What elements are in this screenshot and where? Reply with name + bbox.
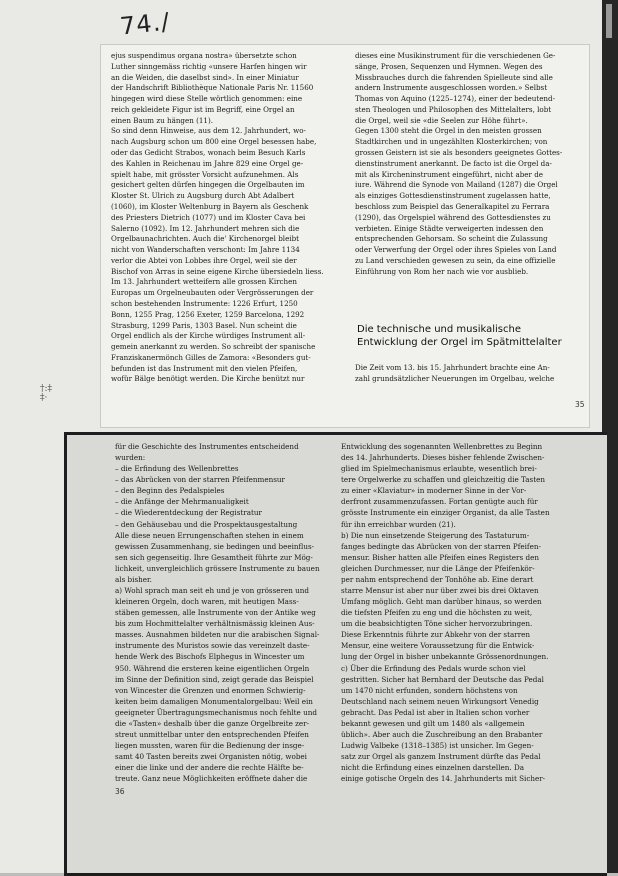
text-line: iure. Während die Synode von Mailand (1287) die Orgel [355, 180, 558, 190]
text-line: hingegen wird diese Stelle wörtlich genommen: eine [111, 94, 303, 104]
text-line: lichkeit, unvergleichlich grössere Instrumente zu bauen [115, 563, 320, 573]
text-line: Mensur, eine weitere Voraussetzung für die Entwick- [341, 641, 535, 651]
text-line: Ludwig Valbeke (1318–1385) ist unsicher. Im Gegen- [341, 741, 534, 751]
text-line: So sind denn Hinweise, aus dem 12. Jahrhundert, wo- [111, 126, 306, 136]
text-line: zahl grundsätzlicher Neuerungen im Orgelbau, welche [355, 373, 555, 383]
text-line: die Orgel, weil sie «die Seelen zur Höhe führt». [355, 115, 528, 125]
text-line: üblich». Aber auch die Zuschreibung an den Brabanter [341, 730, 543, 740]
text-line: samt 40 Tasten bereits zwei Organisten nötig, wobei [115, 752, 307, 762]
text-line: Strasburg, 1299 Paris, 1303 Basel. Nun scheint die [111, 320, 297, 330]
text-line: per nahm entsprechend der Tonhöhe ab. Eine derart [341, 574, 534, 584]
text-line: – den Beginn des Pedalspieles [115, 486, 225, 496]
text-line: Umfang möglich. Geht man darüber hinaus, so werden [341, 597, 542, 607]
text-line: glied im Spielmechanismus erlaubte, wesentlich brei- [341, 464, 537, 474]
text-line: Franziskanermönch Gilles de Zamora: «Besonders gut- [111, 352, 311, 362]
text-line: Entwicklung des sogenannten Wellenbrettes zu Beginn [341, 442, 543, 451]
text-line: gestritten. Sicher hat Bernhard der Deutsche das Pedal [341, 674, 544, 684]
text-line: streut unmittelbar unter den entsprechenden Pfeifen [115, 730, 309, 740]
page-36-left-column [115, 441, 329, 784]
text-line: Deutschland nach seinem neuen Wirkungsort Venedig [341, 696, 539, 706]
text-line: bekannt gewesen und gilt um 1480 als «allgemein [341, 718, 525, 728]
text-line: wofür Bälge benötigt werden. Die Kirche benützt nur [111, 374, 305, 384]
text-line: 950. Während die ersteren keine eigentlichen Orgeln [115, 663, 310, 673]
text-line: verbieten. Einige Städte verweigerten indessen den [355, 223, 544, 233]
text-line: einen Baum zu hängen (11). [111, 115, 214, 125]
text-line: oder Verwerfung der Orgel oder ihres Spieles von Land [355, 245, 557, 255]
text-line: dienstinstrument anerkannt. De facto ist die Orgel da- [355, 158, 552, 168]
text-line: Die Zeit vom 13. bis 15. Jahrhundert brachte eine An- [355, 363, 550, 372]
text-line: als einziges Gottesdienstinstrument zugelassen hatte, [355, 191, 551, 201]
text-line: a) Wohl sprach man seit eh und je von grösseren und [115, 586, 310, 596]
text-line: zu Land verschieden gewesen zu sein, da eine offizielle [355, 255, 556, 265]
text-line: stäben gemessen, alle Instrumente von der Antike weg [115, 608, 316, 618]
text-line: ejus suspendimus organa nostra» übersetzte schon [111, 51, 297, 60]
text-line: – das Abrücken von der starren Pfeifenmensur [115, 475, 285, 485]
text-line: gesichert gelten dürfen hingegen die Orgelbauten im [111, 180, 305, 190]
text-line: Stadtkirchen und in ungezählten Klosterkirchen; von [355, 137, 548, 147]
text-line: befunden ist das Instrument mit den vielen Pfeifen, [111, 363, 298, 373]
text-line: – den Gehäusebau und die Prospektausgestaltung [115, 519, 298, 529]
page-35-left-column [111, 51, 339, 385]
text-line: spielt habe, mit grösster Vorsicht aufzunehmen. Als [111, 169, 299, 179]
text-line: sen sich gegenseitig. Ihre Gesamtheit führte zur Mög- [115, 552, 313, 562]
section-heading: Die technische und musikalische Entwicklung der Orgel im Spätmittelalter [357, 324, 562, 348]
text-line: Im 13. Jahrhundert wetteifern alle grossen Kirchen [111, 277, 297, 287]
text-line: zu einer «Klaviatur» in moderner Sinne in der Vor- [341, 486, 527, 496]
text-line: nach Augsburg schon um 800 eine Orgel besessen habe, [111, 137, 317, 147]
page-number: 35 [575, 400, 585, 409]
text-line: Einführung von Rom her nach wie vor ausblieb. [355, 266, 529, 276]
text-line: beschloss zum Beispiel das Generalkapitel zu Ferrara [355, 201, 550, 211]
text-line: derfront zusammenzufassen. Fortan genügte auch für [341, 497, 538, 507]
scanner-edge-mark [606, 4, 612, 38]
text-line: Bischof von Arras in seine eigene Kirche übersiedeln liess. [111, 266, 324, 276]
text-line: b) Die nun einsetzende Steigerung des Tastaturum- [341, 530, 530, 540]
page-35 [100, 44, 590, 428]
text-line: Gegen 1300 steht die Orgel in den meisten grossen [355, 126, 542, 136]
text-line: tere Orgelwerke zu schaffen und gleichzeitig die Tasten [341, 475, 546, 485]
text-line: (1290), das Orgelspiel während des Gottesdienstes zu [355, 212, 551, 222]
text-line: grösste Instrumente ein einziger Organist, da alle Tasten [341, 508, 550, 518]
text-line: Europas um Orgelneubauten oder Vergrösserungen der [111, 288, 314, 298]
text-line: Thomas von Aquino (1225–1274), einer der bedeutend- [355, 94, 555, 104]
text-line: keiten beim damaligen Monumentalorgelbau: Weil ein [115, 696, 313, 706]
text-line: verlor die Abtei von Lobbes ihre Orgel, weil sie der [111, 255, 297, 265]
text-line: gebracht. Das Pedal ist aber in Italien schon vorher [341, 707, 530, 717]
text-line: wurden: [115, 453, 146, 463]
text-line: an die Weiden, die daselbst sind». In einer Miniatur [111, 72, 299, 82]
text-line: nicht die Erfindung eines einzelnen darstellen. Da [341, 763, 525, 773]
text-line: einer die linke und der andere die rechte Hälfte be- [115, 763, 304, 773]
text-line: andern Instrumente ausgeschlossen worden.» Selbst [355, 83, 548, 93]
page-35-after-heading [355, 363, 581, 385]
text-line: im Sinne der Definition sind, zeigt gerade das Beispiel [115, 674, 314, 684]
text-line: Alle diese neuen Errungenschaften stehen in einem [115, 530, 304, 540]
text-line: von Wincester die Grenzen und enormen Schwierig- [115, 685, 306, 695]
text-line: fanges bedingte das Abrücken von der starren Pfeifen- [341, 541, 541, 551]
text-line: masses. Ausnahmen bildeten nur die arabischen Signal- [115, 630, 320, 640]
text-line: Salerno (1092). Im 12. Jahrhundert mehren sich die [111, 223, 300, 233]
text-line: Missbrauches durch die fahrenden Spielleute sind alle [355, 72, 553, 82]
text-line: um 1470 nicht erfunden, sondern höchstens von [341, 685, 518, 695]
text-line: sten Theologen und Philosophen des Mittelalters, lobt [355, 104, 552, 114]
text-line: mit als Kircheninstrument eingeführt, nicht aber de [355, 169, 544, 179]
text-line: für ihn erreichbar wurden (21). [341, 519, 456, 529]
text-line: sänge, Prosen, Sequenzen und Hymnen. Wegen des [355, 61, 543, 71]
text-line: die tiefsten Pfeifen zu eng und die höchsten zu weit, [341, 608, 533, 618]
text-line: starre Mensur ist aber nur über zwei bis drei Oktaven [341, 586, 539, 596]
text-line: – die Wiederentdeckung der Registratur [115, 508, 262, 518]
text-line: satz zur Orgel als ganzem Instrument dürfte das Pedal [341, 752, 541, 762]
text-line: (1060), im Kloster Weltenburg in Bayern als Geschenk [111, 201, 309, 211]
text-line: gewissen Zusammenhang, sie bedingen und beeinflus- [115, 541, 315, 551]
text-line: einige gotische Orgeln des 14. Jahrhunderts mit Sicher- [341, 774, 546, 784]
page-36 [64, 432, 607, 876]
margin-marks: †:‡ ‡· [40, 384, 53, 403]
text-line: treute. Ganz neue Möglichkeiten eröffnete daher die [115, 774, 308, 784]
text-line: Diese Erkenntnis führte zur Abkehr von der starren [341, 630, 531, 640]
text-line: schon bestehenden Instrumente: 1226 Erfurt, 1250 [111, 298, 298, 308]
text-line: – die Anfänge der Mehrmanualigkeit [115, 497, 249, 507]
text-line: oder das Gedicht Strabos, wonach beim Besuch Karls [111, 148, 306, 158]
text-line: des 14. Jahrhunderts. Dieses bisher fehlende Zwischen- [341, 453, 545, 463]
text-line: entsprechenden Gehorsam. So scheint die Zulassung [355, 234, 548, 244]
text-line: geeigneter Übertragungsmechanismus noch fehlte und [115, 707, 317, 717]
text-line: bis zum Hochmittelalter verhältnismässig kleinen Aus- [115, 619, 315, 629]
page-35-right-column [355, 51, 581, 277]
text-line: Bonn, 1255 Prag, 1256 Exeter, 1259 Barcelona, 1292 [111, 309, 305, 319]
page-number: 36 [115, 787, 125, 796]
text-line: kleineren Orgeln, doch waren, mit heutigen Mass- [115, 597, 299, 607]
text-line: als bisher. [115, 574, 152, 584]
text-line: hende Werk des Bischofs Elphegus in Wincester um [115, 652, 305, 662]
text-line: die «Tasten» deshalb über die ganze Orgelbreite zer- [115, 718, 310, 728]
text-line: gleichen Durchmesser, nur die Länge der Pfeifenkör- [341, 563, 535, 573]
handwritten-page-number: 74./ [118, 7, 172, 41]
text-line: der Handschrift Bibliothèque Nationale Paris Nr. 11560 [111, 83, 314, 93]
text-line: Luther sinngemäss richtig «unsere Harfen hingen wir [111, 61, 307, 71]
text-line: Orgel endlich als der Kirche würdiges Instrument all- [111, 331, 306, 341]
text-line: mensur. Bisher hatten alle Pfeifen eines Registers den [341, 552, 539, 562]
text-line: grossen Geistern ist sie als besonders geeignetes Gottes- [355, 148, 563, 158]
text-line: instrumente des Muristos sowie das vereinzelt daste- [115, 641, 310, 651]
text-line: gemein anerkannt zu werden. So schreibt der spanische [111, 342, 316, 352]
text-line: – die Erfindung des Wellenbrettes [115, 464, 239, 474]
page-36-right-column [341, 441, 557, 784]
text-line: des Priesters Dietrich (1077) und im Kloster Cava bei [111, 212, 306, 222]
text-line: für die Geschichte des Instrumentes entscheidend [115, 442, 299, 451]
text-line: nicht von Wanderschaften verschont: Im Jahre 1134 [111, 245, 300, 255]
text-line: des Kahlen in Reichenau im Jahre 829 eine Orgel ge- [111, 158, 304, 168]
text-line: c) Über die Erfindung des Pedals wurde schon viel [341, 663, 526, 673]
text-line: reich gekleidete Figur ist im Begriff, eine Orgel an [111, 104, 295, 114]
text-line: lung der Orgel in bisher unbekannte Grössenordnungen. [341, 652, 549, 662]
text-line: liegen mussten, waren für die Bedienung der insge- [115, 741, 305, 751]
text-line: dieses eine Musikinstrument für die verschiedenen Ge- [355, 51, 556, 60]
text-line: Orgelbaunachrichten. Auch die' Kirchenorgel bleibt [111, 234, 300, 244]
text-line: Kloster St. Ulrich zu Augsburg durch Abt Adalbert [111, 191, 295, 201]
text-line: um die beabsichtigten Töne sicher hervorzubringen. [341, 619, 533, 629]
